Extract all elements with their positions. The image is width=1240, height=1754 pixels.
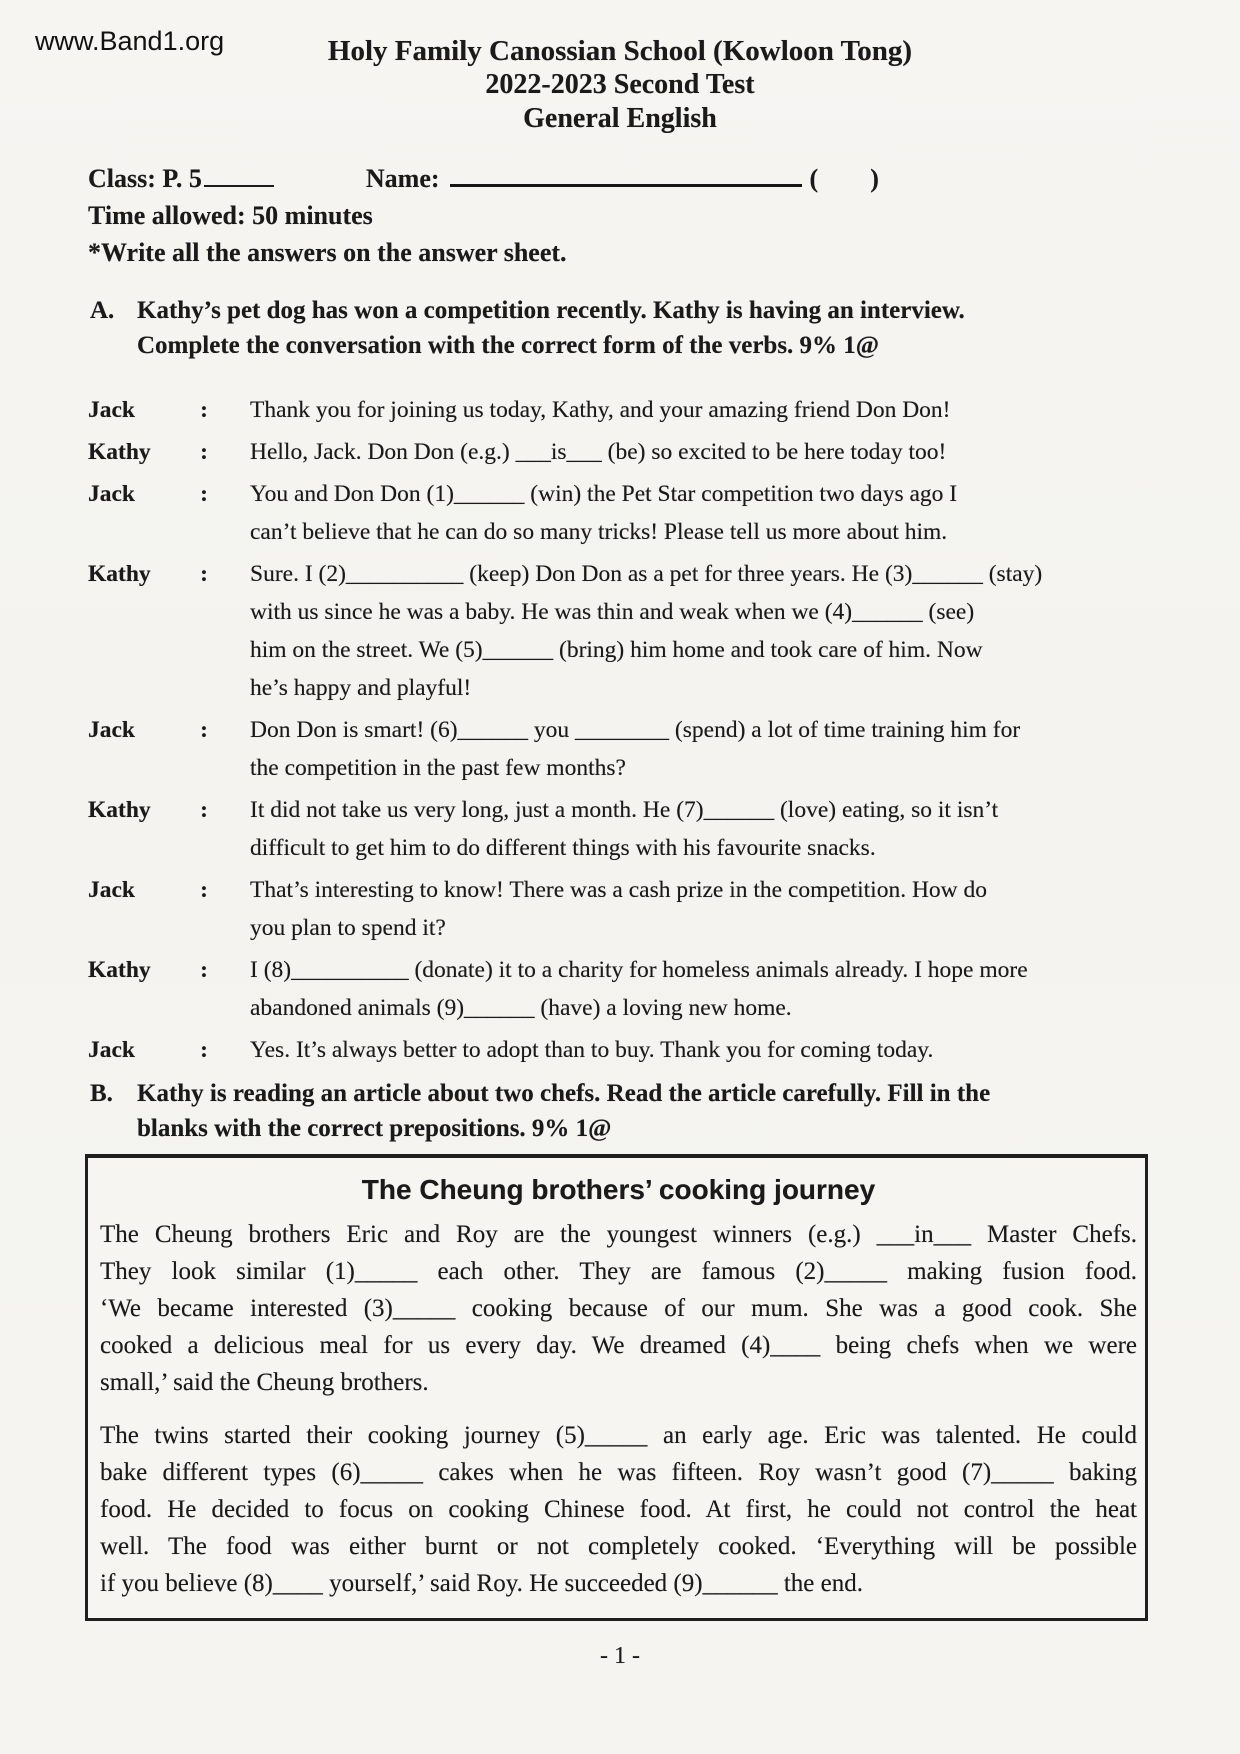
class-number-bracket-close: ): [870, 164, 879, 193]
dialogue-line: That’s interesting to know! There was a cash prize in the competition. How do: [250, 877, 988, 903]
dialogue-line: Hello, Jack. Don Don (e.g.) ___is___ (be) so excited to be here today too!: [250, 439, 947, 465]
article-paragraph: [100, 1417, 1137, 1602]
dialogue-lines: [250, 391, 1180, 429]
speaker-colon: :: [200, 561, 208, 587]
speaker-colon: :: [200, 877, 208, 903]
dialogue-turn: [0, 433, 1240, 471]
speaker-label: [88, 555, 208, 707]
article-line: The Cheung brothers Eric and Roy are the youngest winners (e.g.) ___in___ Master Chefs.: [100, 1221, 1137, 1248]
dialogue-lines: [250, 871, 1180, 947]
student-info: [88, 160, 1240, 271]
dialogue-line: the competition in the past few months?: [250, 755, 626, 781]
article-line: food. He decided to focus on cooking Chinese food. At first, he could not control the heat: [100, 1496, 1137, 1523]
speaker-label: [88, 1031, 208, 1069]
dialogue-line: difficult to get him to do different things with his favourite snacks.: [250, 835, 876, 861]
time-allowed: Time allowed: 50 minutes: [88, 201, 373, 230]
class-name-row: [88, 160, 1240, 197]
dialogue-line: him on the street. We (5)______ (bring) him home and took care of him. Now: [250, 637, 983, 663]
section-a-instruction-line: Kathy’s pet dog has won a competition recently. Kathy is having an interview.: [137, 297, 965, 324]
section-b-instruction-line: Kathy is reading an article about two chefs. Read the article carefully. Fill in the: [137, 1080, 991, 1107]
dialogue-turn: [0, 871, 1240, 947]
dialogue-line: Thank you for joining us today, Kathy, and your amazing friend Don Don!: [250, 397, 951, 423]
section-b-instruction-line: blanks with the correct prepositions. 9% 1@: [137, 1115, 612, 1142]
dialogue-turn: [0, 555, 1240, 707]
article-box: [85, 1154, 1148, 1621]
section-a-label: A.: [90, 297, 115, 324]
dialogue-line: he’s happy and playful!: [250, 675, 472, 701]
dialogue-turn: [0, 711, 1240, 787]
speaker-name: Kathy: [88, 797, 151, 823]
speaker-name: Kathy: [88, 561, 151, 587]
class-label: Class: P. 5: [88, 164, 202, 193]
article-paragraph: [100, 1216, 1137, 1401]
section-b-heading: [0, 1076, 1240, 1146]
speaker-label: [88, 391, 208, 429]
dialogue-line: you plan to spend it?: [250, 915, 446, 941]
dialogue-lines: [250, 951, 1180, 1027]
speaker-colon: :: [200, 481, 208, 507]
name-blank-line: [450, 160, 802, 187]
speaker-label: [88, 475, 208, 551]
dialogue-lines: [250, 791, 1180, 867]
section-a-heading: [0, 293, 1240, 363]
section-a-instructions: [137, 293, 1137, 363]
speaker-label: [88, 791, 208, 867]
dialogue-line: abandoned animals (9)______ (have) a loving new home.: [250, 995, 792, 1021]
speaker-colon: :: [200, 1037, 208, 1063]
dialogue-lines: [250, 433, 1180, 471]
test-title: 2022-2023 Second Test: [485, 69, 755, 100]
section-a-instruction-line: Complete the conversation with the correct form of the verbs. 9% 1@: [137, 332, 880, 359]
speaker-colon: :: [200, 957, 208, 983]
speaker-name: Kathy: [88, 957, 151, 983]
speaker-name: Jack: [88, 397, 135, 423]
section-b-label: B.: [90, 1080, 113, 1107]
dialogue-turn: [0, 1031, 1240, 1069]
article-line: ‘We became interested (3)_____ cooking because of our mum. She was a good cook. She: [100, 1295, 1137, 1322]
class-number-bracket-open: (: [809, 164, 819, 193]
school-name: Holy Family Canossian School (Kowloon Tong): [327, 35, 913, 67]
speaker-colon: :: [200, 717, 208, 743]
dialogue-lines: [250, 1031, 1180, 1069]
interview-dialogue: [0, 391, 1240, 1069]
dialogue-line: Don Don is smart! (6)______ you ________ (spend) a lot of time training him for: [250, 717, 1021, 743]
article-body: [100, 1216, 1137, 1602]
speaker-label: [88, 433, 208, 471]
article-line: The twins started their cooking journey (5)_____ an early age. Eric was talented. He could: [100, 1422, 1137, 1449]
dialogue-turn: [0, 391, 1240, 429]
dialogue-line: It did not take us very long, just a month. He (7)______ (love) eating, so it isn’t: [250, 797, 999, 823]
article-line: well. The food was either burnt or not completely cooked. ‘Everything will be possible: [100, 1533, 1137, 1560]
section-b-instructions: [137, 1076, 1137, 1146]
article-line: bake different types (6)_____ cakes when he was fifteen. Roy wasn’t good (7)_____ baking: [100, 1459, 1137, 1486]
speaker-colon: :: [200, 439, 208, 465]
dialogue-line: with us since he was a baby. He was thin and weak when we (4)______ (see): [250, 599, 975, 625]
dialogue-line: can’t believe that he can do so many tricks! Please tell us more about him.: [250, 519, 948, 545]
class-blank-line: [204, 161, 274, 187]
speaker-name: Jack: [88, 481, 135, 507]
dialogue-turn: [0, 475, 1240, 551]
speaker-colon: :: [200, 797, 208, 823]
watermark-text: www.Band1.org: [35, 26, 225, 56]
speaker-label: [88, 871, 208, 947]
dialogue-line: Sure. I (2)__________ (keep) Don Don as a pet for three years. He (3)______ (stay): [250, 561, 1043, 587]
dialogue-lines: [250, 711, 1180, 787]
dialogue-lines: [250, 555, 1180, 707]
answer-sheet-note: *Write all the answers on the answer sheet.: [88, 238, 567, 267]
dialogue-turn: [0, 951, 1240, 1027]
dialogue-lines: [250, 475, 1180, 551]
name-label: Name:: [365, 164, 440, 193]
dialogue-line: Yes. It’s always better to adopt than to buy. Thank you for coming today.: [250, 1037, 934, 1063]
speaker-name: Jack: [88, 1037, 135, 1063]
article-title: The Cheung brothers’ cooking journey: [361, 1174, 876, 1205]
paper-header: [0, 0, 1240, 136]
subject-title: General English: [523, 103, 717, 134]
speaker-label: [88, 711, 208, 787]
speaker-label: [88, 951, 208, 1027]
speaker-name: Jack: [88, 717, 135, 743]
article-line: small,’ said the Cheung brothers.: [100, 1369, 429, 1396]
speaker-colon: :: [200, 397, 208, 423]
speaker-name: Kathy: [88, 439, 151, 465]
speaker-name: Jack: [88, 877, 135, 903]
dialogue-turn: [0, 791, 1240, 867]
dialogue-line: You and Don Don (1)______ (win) the Pet Star competition two days ago I: [250, 481, 958, 507]
article-line: if you believe (8)____ yourself,’ said Roy. He succeeded (9)______ the end.: [100, 1570, 863, 1597]
dialogue-line: I (8)__________ (donate) it to a charity for homeless animals already. I hope more: [250, 957, 1028, 983]
page-number: - 1 -: [600, 1643, 640, 1669]
article-line: cooked a delicious meal for us every day. We dreamed (4)____ being chefs when we were: [100, 1332, 1137, 1359]
article-line: They look similar (1)_____ each other. They are famous (2)_____ making fusion food.: [100, 1258, 1137, 1285]
